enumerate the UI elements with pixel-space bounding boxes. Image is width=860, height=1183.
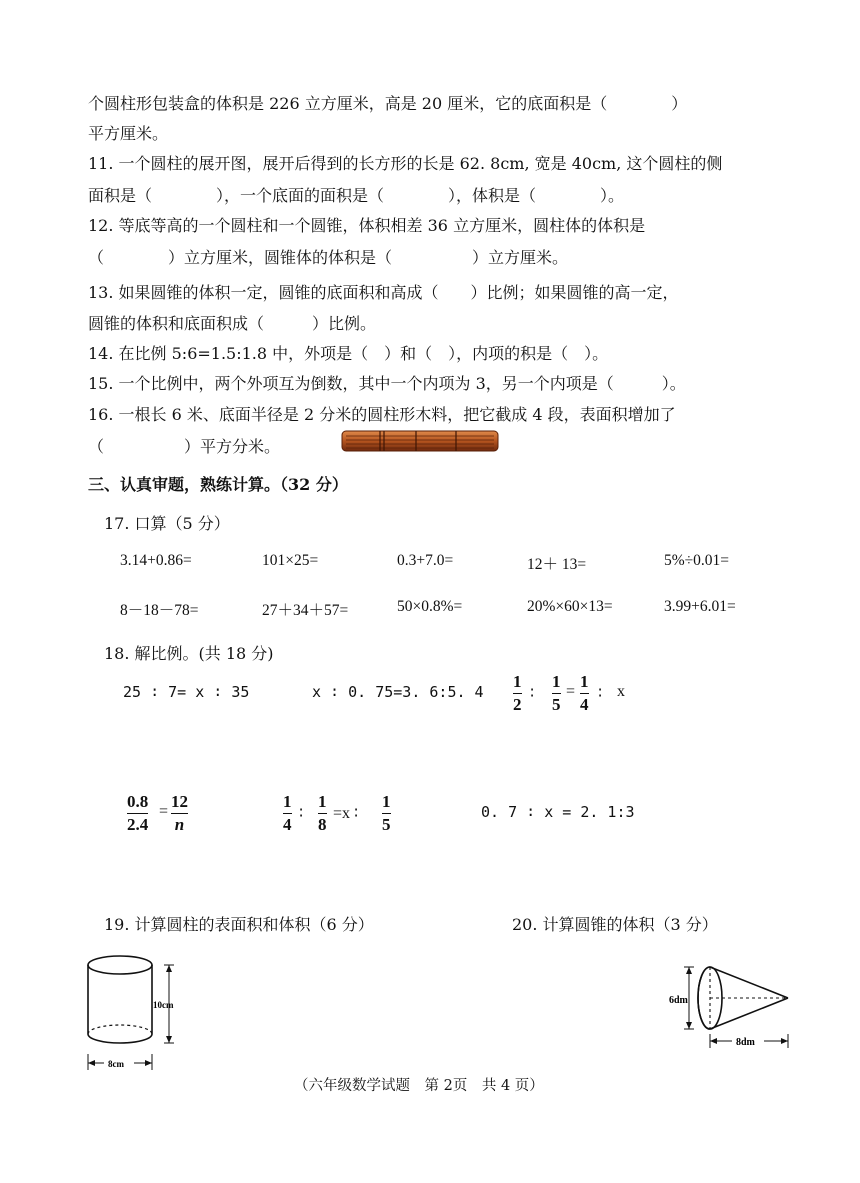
unknown-x: x [617,683,625,700]
equals-x-colon: =x ∶ [333,805,359,822]
q16-line-a: 16. 一根长 6 米、底面半径是 2 分米的圆柱形木料，把它截成 4 段，表面积增加了 [88,405,676,424]
fraction-1-4: 1 4 [283,792,292,834]
oral-calc-5: 5%÷0.01= [664,552,730,569]
oral-calc-4: 12＋ 13= [527,556,587,573]
oral-calc-7: 27＋34＋57= [262,602,349,619]
q18-title: 18. 解比例。(共 18 分) [104,644,274,663]
oral-calc-6: 8－18－78= [120,602,199,619]
oral-calc-8: 50×0.8%= [397,598,463,615]
cone-length-label: 8dm [736,1037,755,1048]
cylinder-height-label: 10cm [153,1000,174,1010]
fraction-1-5: 1 5 [382,792,391,834]
q19-title: 19. 计算圆柱的表面积和体积（6 分） [104,915,374,934]
cylinder-diagram [82,952,192,1074]
q15-line: 15. 一个比例中，两个外项互为倒数，其中一个内项为 3，另一个内项是（ ）。 [88,374,686,393]
q13-line-a: 13. 如果圆锥的体积一定，圆锥的底面积和高成（ ）比例；如果圆锥的高一定， [88,283,679,302]
fraction-1-2: 1 2 [513,672,522,714]
q11-line-a: 11. 一个圆柱的展开图，展开后得到的长方形的长是 62. 8cm, 宽是 40cm, 这个圆柱的侧 [88,154,723,173]
colon-sign: ∶ [530,685,535,702]
cone-diagram [664,958,799,1054]
fraction-1-8: 1 8 [318,792,327,834]
fraction-1-4: 1 4 [580,672,589,714]
wood-log-illustration [340,428,502,454]
oral-calc-9: 20%×60×13= [527,598,613,615]
q16-line-b: （ ）平方分米。 [88,437,281,456]
q20-title: 20. 计算圆锥的体积（3 分） [512,915,718,934]
q12-line-a: 12. 等底等高的一个圆柱和一个圆锥，体积相差 36 立方厘米，圆柱体的体积是 [88,216,646,235]
cylinder-width-label: 8cm [108,1059,124,1069]
oral-calc-1: 3.14+0.86= [120,552,192,569]
q14-line: 14. 在比例 5:6=1.5:1.8 中，外项是（ ）和（ ），内项的积是（ ）。 [88,344,609,363]
colon-sign: ∶ [299,805,304,822]
colon-sign: ∶ [598,685,603,702]
proportion-2: x ∶ 0. 75=3. 6:5. 4 [312,683,484,701]
equals-sign: = [566,683,576,700]
oral-calc-2: 101×25= [262,552,319,569]
fraction-1-5: 1 5 [552,672,561,714]
q11-line-b: 面积是（ ），一个底面的面积是（ ），体积是（ ）。 [88,186,625,205]
proportion-6: 0. 7 ∶ x = 2. 1:3 [481,803,635,821]
equals-sign: = [159,803,169,820]
q13-line-b: 圆锥的体积和底面积成（ ）比例。 [88,314,377,333]
oral-calc-3: 0.3+7.0= [397,552,454,569]
section3-title: 三、认真审题，熟练计算。（32 分） [88,475,348,494]
q17-title: 17. 口算（5 分） [104,514,230,533]
fraction-0.8-2.4: 0.8 2.4 [127,792,149,834]
oral-calc-10: 3.99+6.01= [664,598,736,615]
q12-line-b: （ ）立方厘米，圆锥体的体积是（ ）立方厘米。 [88,248,569,267]
q10-line-a: 个圆柱形包装盒的体积是 226 立方厘米，高是 20 厘米，它的底面积是（ ） [88,94,688,113]
q10-line-b: 平方厘米。 [88,124,169,143]
page-footer: （六年级数学试题 第 2页 共 4 页） [294,1078,544,1094]
proportion-1: 25 ∶ 7= x ∶ 35 [123,683,250,701]
cone-height-label: 6dm [669,995,688,1006]
fraction-12-n: 12 n [171,792,188,834]
